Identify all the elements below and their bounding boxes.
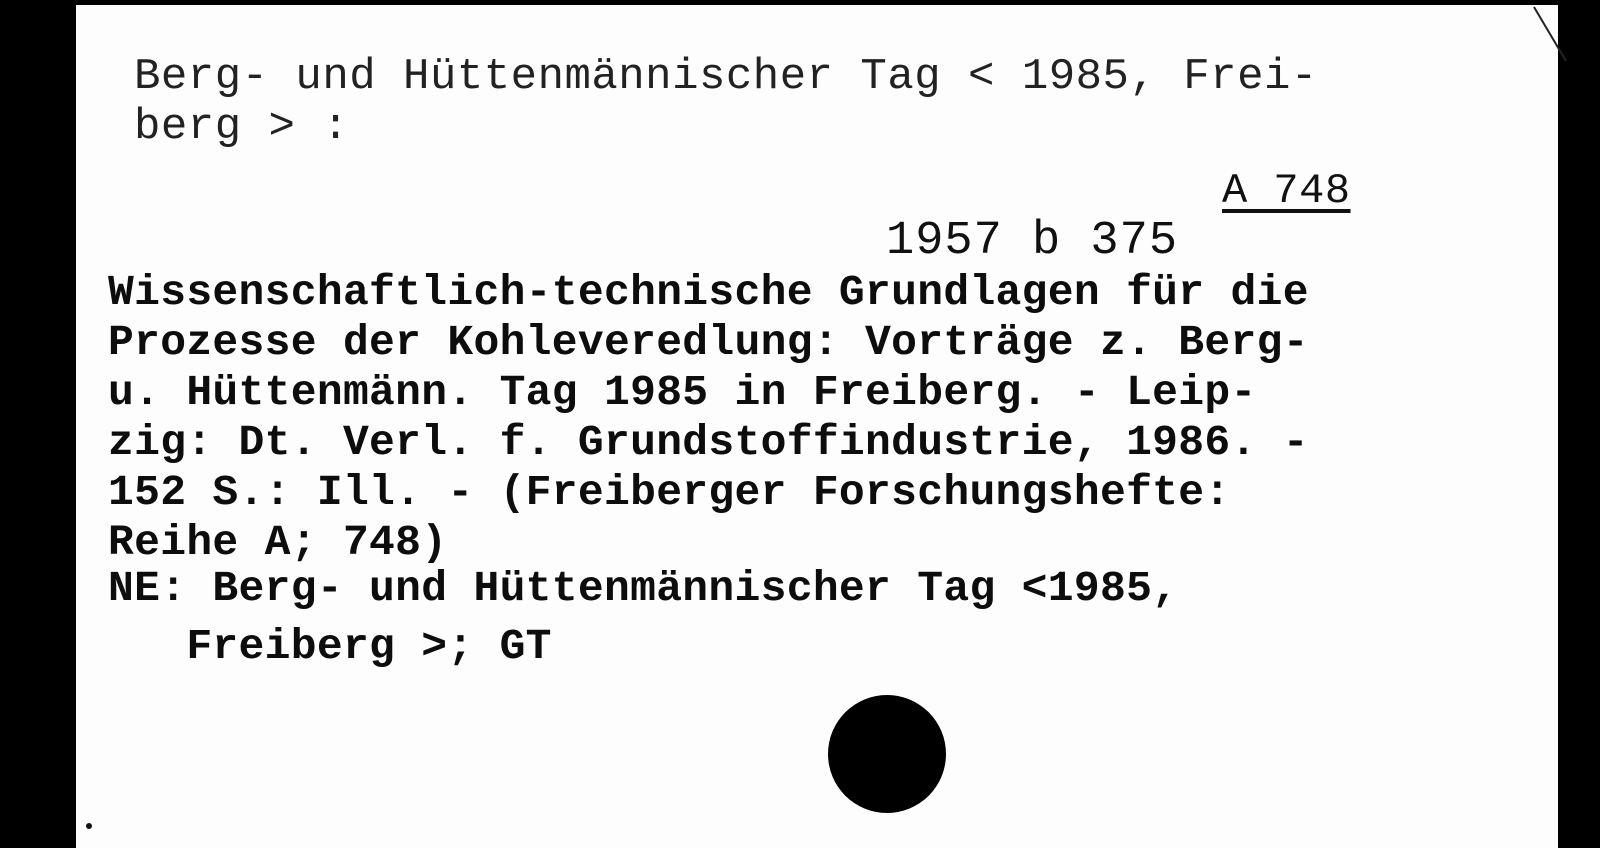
catalog-card (76, 5, 1558, 848)
heading-line-2: berg > : (134, 102, 350, 152)
heading-line-1: Berg- und Hüttenmännischer Tag < 1985, Frei- (134, 52, 1318, 102)
body-line-4: zig: Dt. Verl. f. Grundstoffindustrie, 1986. - (108, 418, 1309, 467)
punch-hole (828, 695, 946, 813)
shelf-mark: A 748 (1222, 167, 1351, 215)
corner-pencil-mark (1532, 5, 1572, 70)
body-line-2: Prozesse der Kohleveredlung: Vorträge z. Berg- (108, 318, 1309, 367)
body-line-8: Freiberg >; GT (108, 622, 552, 671)
body-line-7: NE: Berg- und Hüttenmännischer Tag <1985, (108, 564, 1179, 613)
body-line-1: Wissenschaftlich-technische Grundlagen für die (108, 268, 1309, 317)
ink-speck (86, 823, 92, 829)
body-line-6: Reihe A; 748) (108, 518, 448, 567)
body-line-3: u. Hüttenmänn. Tag 1985 in Freiberg. - Leip- (108, 368, 1257, 417)
body-line-5: 152 S.: Ill. - (Freiberger Forschungshefte: (108, 468, 1231, 517)
call-number: 1957 b 375 (886, 215, 1179, 268)
